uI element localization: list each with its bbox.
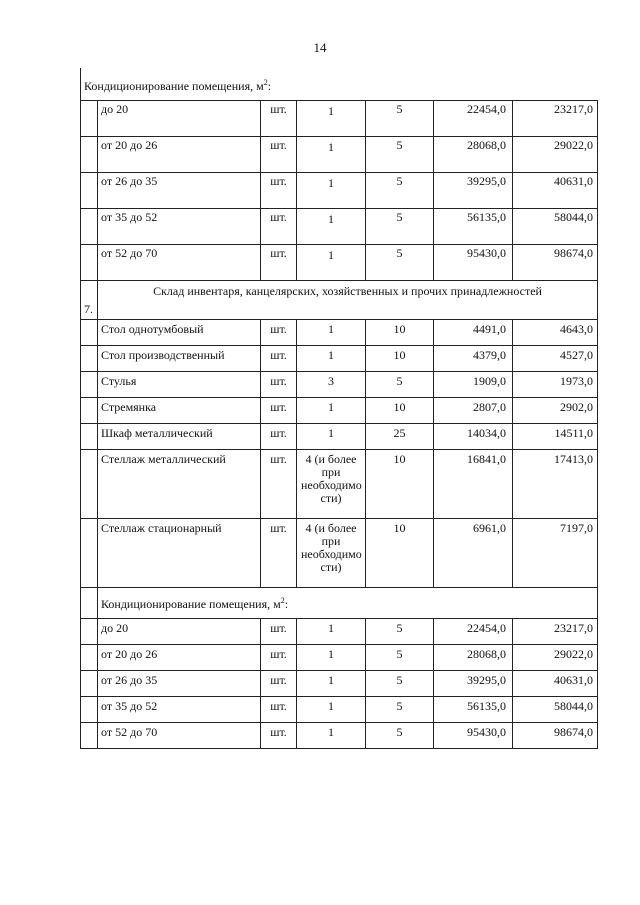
term-cell: 10: [366, 320, 434, 346]
unit-cell: шт.: [261, 346, 297, 372]
quantity-cell: 1: [297, 320, 366, 346]
term-cell: 5: [366, 671, 434, 697]
item-name-cell: Стеллаж стационарный: [98, 519, 261, 588]
price-indexed-cell: 98674,0: [513, 723, 598, 749]
term-cell: 5: [366, 101, 434, 137]
unit-cell: шт.: [261, 137, 297, 173]
item-name-cell: Стремянка: [98, 398, 261, 424]
item-name-cell: от 26 до 35: [98, 671, 261, 697]
row-number-cell: [81, 173, 98, 209]
price-indexed-cell: 29022,0: [513, 645, 598, 671]
term-cell: 5: [366, 645, 434, 671]
quantity-cell: 1: [297, 619, 366, 645]
row-number-cell: [81, 450, 98, 519]
quantity-cell: 1: [297, 671, 366, 697]
unit-cell: шт.: [261, 619, 297, 645]
quantity-cell: 4 (и более при необходимо сти): [297, 450, 366, 519]
price-indexed-cell: 98674,0: [513, 245, 598, 281]
table-row: [81, 372, 598, 398]
quantity-cell: 1: [297, 173, 366, 209]
section-number: 7.: [81, 281, 98, 320]
price-cell: 4379,0: [434, 346, 513, 372]
row-number-cell: [81, 320, 98, 346]
row-number-cell: [81, 209, 98, 245]
price-cell: 4491,0: [434, 320, 513, 346]
item-name-cell: Стол однотумбовый: [98, 320, 261, 346]
table-row: [81, 209, 598, 245]
quantity-cell: 1: [297, 101, 366, 137]
price-indexed-cell: 58044,0: [513, 209, 598, 245]
price-cell: 95430,0: [434, 723, 513, 749]
row-number-cell: [81, 101, 98, 137]
unit-cell: шт.: [261, 209, 297, 245]
price-indexed-cell: 29022,0: [513, 137, 598, 173]
price-cell: 39295,0: [434, 671, 513, 697]
price-indexed-cell: 2902,0: [513, 398, 598, 424]
quantity-cell: 1: [297, 645, 366, 671]
unit-cell: шт.: [261, 320, 297, 346]
page-number: 14: [313, 40, 327, 55]
section-header-row: [81, 281, 598, 320]
unit-cell: шт.: [261, 671, 297, 697]
item-name-cell: Стеллаж металлический: [98, 450, 261, 519]
term-cell: 5: [366, 619, 434, 645]
price-indexed-cell: 1973,0: [513, 372, 598, 398]
first-block-heading-row: [81, 68, 598, 101]
item-name-cell: от 26 до 35: [98, 173, 261, 209]
item-name-cell: от 52 до 70: [98, 723, 261, 749]
price-cell: 56135,0: [434, 697, 513, 723]
section-title: Склад инвентаря, канцелярских, хозяйственных и прочих принадлежностей: [98, 281, 598, 320]
quantity-cell: 1: [297, 346, 366, 372]
unit-cell: шт.: [261, 519, 297, 588]
table-row: [81, 671, 598, 697]
price-cell: 14034,0: [434, 424, 513, 450]
table-row: [81, 697, 598, 723]
term-cell: 10: [366, 519, 434, 588]
conditioning-heading-row: [81, 588, 598, 619]
price-cell: 39295,0: [434, 173, 513, 209]
price-indexed-cell: 4643,0: [513, 320, 598, 346]
row-number-cell: [81, 137, 98, 173]
price-indexed-cell: 23217,0: [513, 101, 598, 137]
unit-cell: шт.: [261, 101, 297, 137]
term-cell: 5: [366, 137, 434, 173]
conditioning-heading: [98, 588, 598, 619]
price-cell: 6961,0: [434, 519, 513, 588]
price-indexed-cell: 17413,0: [513, 450, 598, 519]
item-name-cell: до 20: [98, 101, 261, 137]
item-name-cell: до 20: [98, 619, 261, 645]
unit-cell: шт.: [261, 723, 297, 749]
row-number-cell: [81, 424, 98, 450]
table-row: [81, 173, 598, 209]
term-cell: 5: [366, 173, 434, 209]
price-cell: 95430,0: [434, 245, 513, 281]
unit-cell: шт.: [261, 450, 297, 519]
inventory-table: [80, 68, 598, 749]
price-cell: 16841,0: [434, 450, 513, 519]
heading-text: Кондиционирование помещения, м: [84, 78, 264, 93]
heading-tail: :: [267, 78, 272, 93]
price-indexed-cell: 40631,0: [513, 173, 598, 209]
table-row: [81, 519, 598, 588]
table-row: [81, 398, 598, 424]
price-indexed-cell: 40631,0: [513, 671, 598, 697]
table-row: [81, 450, 598, 519]
term-cell: 10: [366, 450, 434, 519]
quantity-cell: 1: [297, 398, 366, 424]
price-cell: 2807,0: [434, 398, 513, 424]
table-row: [81, 101, 598, 137]
table-row: [81, 137, 598, 173]
row-number-cell: [81, 346, 98, 372]
price-indexed-cell: 7197,0: [513, 519, 598, 588]
term-cell: 10: [366, 398, 434, 424]
heading-tail: :: [284, 597, 289, 611]
price-indexed-cell: 23217,0: [513, 619, 598, 645]
item-name-cell: от 35 до 52: [98, 209, 261, 245]
row-number-cell: [81, 723, 98, 749]
unit-cell: шт.: [261, 697, 297, 723]
row-number-cell: [81, 245, 98, 281]
row-number-cell: [81, 671, 98, 697]
term-cell: 5: [366, 209, 434, 245]
quantity-cell: 4 (и более при необходимо сти): [297, 519, 366, 588]
table-row: [81, 320, 598, 346]
table-row: [81, 723, 598, 749]
row-number-cell: [81, 372, 98, 398]
unit-cell: шт.: [261, 424, 297, 450]
table-row: [81, 645, 598, 671]
row-number-cell: [81, 697, 98, 723]
row-number-cell: [81, 519, 98, 588]
term-cell: 5: [366, 372, 434, 398]
item-name-cell: от 20 до 26: [98, 645, 261, 671]
unit-cell: шт.: [261, 645, 297, 671]
price-cell: 56135,0: [434, 209, 513, 245]
item-name-cell: от 52 до 70: [98, 245, 261, 281]
row-number-cell: [81, 398, 98, 424]
price-cell: 1909,0: [434, 372, 513, 398]
row-number-cell: [81, 645, 98, 671]
unit-cell: шт.: [261, 398, 297, 424]
unit-cell: шт.: [261, 372, 297, 398]
row-number-cell: [81, 588, 98, 619]
quantity-cell: 1: [297, 723, 366, 749]
item-name-cell: Стулья: [98, 372, 261, 398]
unit-cell: шт.: [261, 173, 297, 209]
term-cell: 5: [366, 245, 434, 281]
term-cell: 25: [366, 424, 434, 450]
price-indexed-cell: 14511,0: [513, 424, 598, 450]
heading-sup: 2: [280, 596, 285, 605]
quantity-cell: 3: [297, 372, 366, 398]
term-cell: 5: [366, 697, 434, 723]
quantity-cell: 1: [297, 424, 366, 450]
item-name-cell: Стол производственный: [98, 346, 261, 372]
first-block-heading: [81, 68, 598, 101]
unit-cell: шт.: [261, 245, 297, 281]
quantity-cell: 1: [297, 697, 366, 723]
item-name-cell: от 20 до 26: [98, 137, 261, 173]
table-row: [81, 346, 598, 372]
term-cell: 5: [366, 723, 434, 749]
row-number-cell: [81, 619, 98, 645]
price-cell: 22454,0: [434, 619, 513, 645]
price-indexed-cell: 4527,0: [513, 346, 598, 372]
price-cell: 22454,0: [434, 101, 513, 137]
table-row: [81, 619, 598, 645]
quantity-cell: 1: [297, 209, 366, 245]
term-cell: 10: [366, 346, 434, 372]
heading-text: Кондиционирование помещения, м: [101, 597, 281, 611]
item-name-cell: Шкаф металлический: [98, 424, 261, 450]
quantity-cell: 1: [297, 245, 366, 281]
price-cell: 28068,0: [434, 137, 513, 173]
price-indexed-cell: 58044,0: [513, 697, 598, 723]
quantity-cell: 1: [297, 137, 366, 173]
price-cell: 28068,0: [434, 645, 513, 671]
heading-sup: 2: [263, 77, 268, 87]
table-row: [81, 424, 598, 450]
table-row: [81, 245, 598, 281]
item-name-cell: от 35 до 52: [98, 697, 261, 723]
